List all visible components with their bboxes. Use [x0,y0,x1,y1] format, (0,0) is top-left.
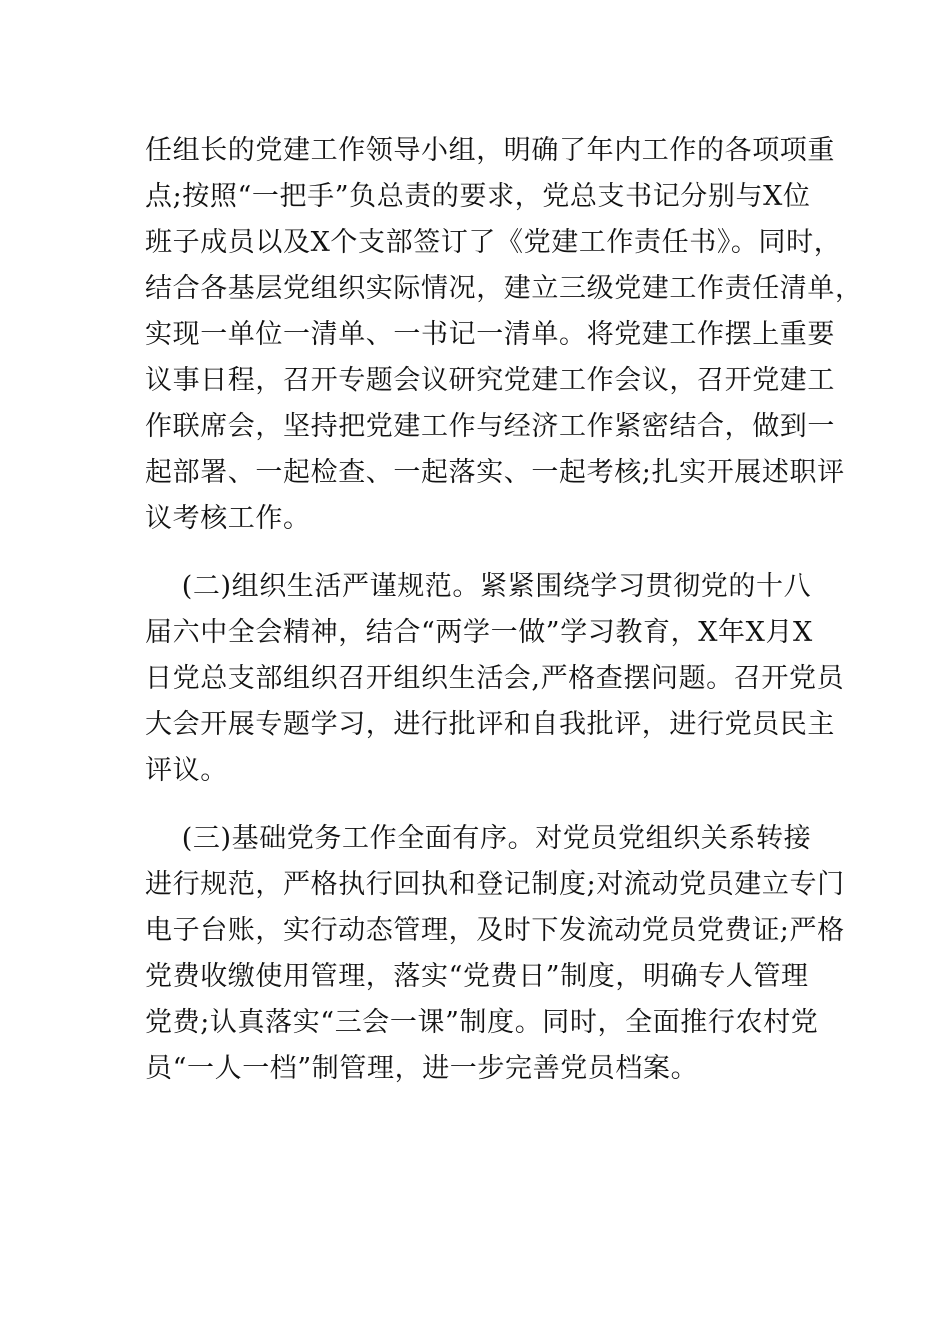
paragraph-gap [145,794,800,816]
paragraph-gap [145,542,800,564]
text-line: 结合各基层党组织实际情况，建立三级党建工作责任清单， [145,273,863,304]
text-line: 任组长的党建工作领导小组，明确了年内工作的各项项重 [145,135,835,166]
text-line: 大会开展专题学习，进行批评和自我批评，进行党员民主 [145,709,835,740]
text-line: 起部署、一起检查、一起落实、一起考核;扎实开展述职评 [145,457,845,488]
text-line: 班子成员以及X个支部签订了《党建工作责任书》。同时， [145,227,842,258]
text-line: 点;按照“一把手”负总责的要求，党总支书记分别与X位 [145,181,811,212]
text-line: 员“一人一档”制管理，进一步完善党员档案。 [145,1053,699,1084]
text-line: 议考核工作。 [145,503,311,534]
paragraph-party-building-leadership [145,128,863,542]
text-line: 电子台账，实行动态管理，及时下发流动党员党费证;严格 [145,915,845,946]
text-line: 进行规范，严格执行回执和登记制度;对流动党员建立专门 [145,869,845,900]
paragraph-organizational-life [145,564,845,794]
text-line: (三)基础党务工作全面有序。对党员党组织关系转接 [145,823,812,854]
text-line: 评议。 [145,755,228,786]
document-body [145,128,863,1092]
text-line: 届六中全会精神，结合“两学一做”学习教育，X年X月X [145,617,813,648]
text-line: 作联席会，坚持把党建工作与经济工作紧密结合，做到一 [145,411,835,442]
text-line: 议事日程，召开专题会议研究党建工作会议，召开党建工 [145,365,835,396]
text-line: 党费;认真落实“三会一课”制度。同时，全面推行农村党 [145,1007,819,1038]
text-line: (二)组织生活严谨规范。紧紧围绕学习贯彻党的十八 [145,571,812,602]
text-line: 日党总支部组织召开组织生活会,严格查摆问题。召开党员 [145,663,845,694]
text-line: 实现一单位一清单、一书记一清单。将党建工作摆上重要 [145,319,835,350]
paragraph-basic-party-affairs [145,816,845,1092]
text-line: 党费收缴使用管理，落实“党费日”制度，明确专人管理 [145,961,809,992]
